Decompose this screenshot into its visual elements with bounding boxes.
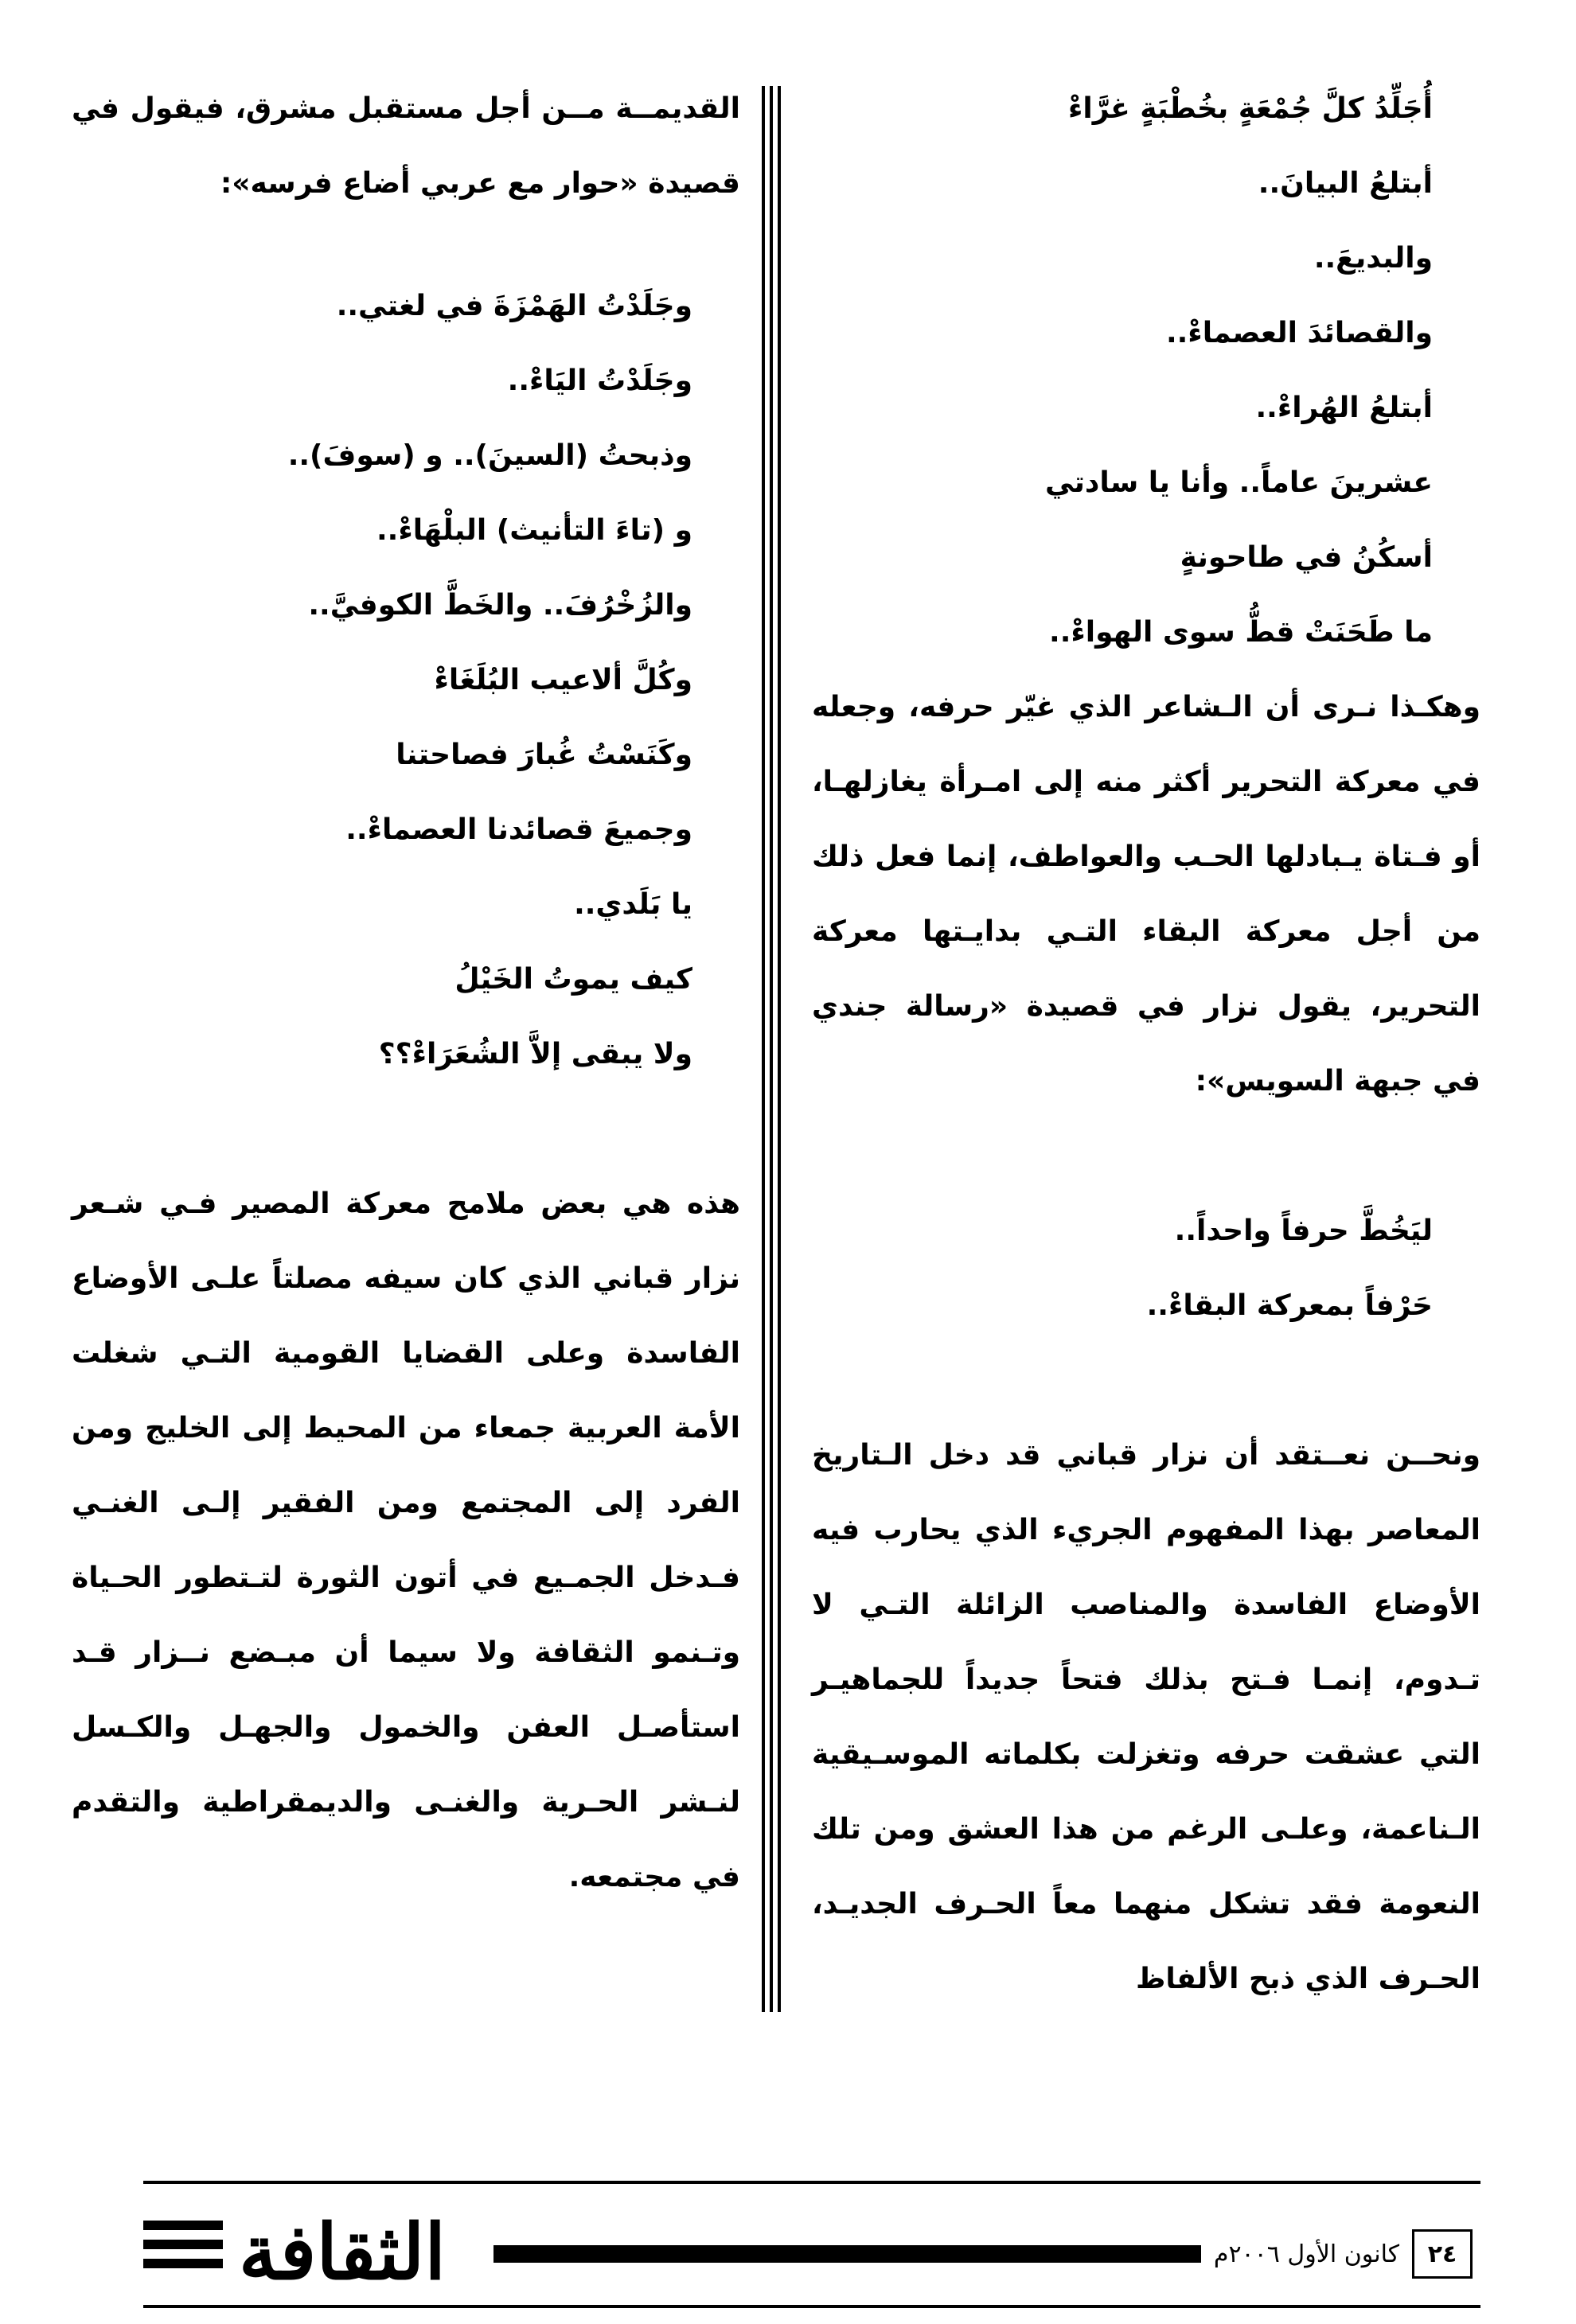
verse-line: ما طَحَنَتْ قطُّ سوى الهواءْ.. [1049, 616, 1433, 649]
column-divider [762, 86, 781, 2012]
verse-line: يا بَلَدي.. [574, 888, 692, 921]
verse-line: وذبحتُ (السينَ).. و (سوفَ).. [287, 439, 692, 472]
verse-line: أبتلعُ الهُراءْ.. [1255, 392, 1433, 424]
verse-line: أسكُنُ في طاحونةٍ [1180, 541, 1433, 574]
logo-text: الثقافة [239, 2207, 447, 2297]
body-paragraph: وهكـذا نـرى أن الـشاعر الذي غيّر حرفه، وجعله في معركة التحرير أكثر منه إلى امـرأة يغازلهـا، أو فـتاة يـبادلها الحـب والعواطف، إنما فعل ذلك من أجل معركة البقاء التـي بدايـتها معركة التحرير، يقول نزار في قصيدة «رسالة جندي في جبهة السويس»: [812, 691, 1480, 1098]
verse-line: والبديعَ.. [1313, 242, 1433, 275]
footer-bottom-rule [143, 2305, 1480, 2308]
verse-line: كيف يموتُ الخَيْلُ [454, 963, 692, 996]
spacer [72, 1092, 740, 1167]
issue-date: كانون الأول ٢٠٠٦م [1213, 2240, 1399, 2268]
verse-line: حَرْفاً بمعركة البقاءْ.. [1146, 1289, 1433, 1322]
verse-line: و (تاءَ التأنيث) البلْهَاءْ.. [376, 514, 692, 547]
poem-excerpt-1 [812, 72, 1480, 670]
logo-bars-icon [143, 2221, 223, 2278]
poem-excerpt-3 [72, 269, 740, 1092]
footer-band [493, 2236, 1473, 2271]
verse-line: وكُلَّ ألاعيب البُلَغَاءْ [434, 664, 692, 696]
spacer [812, 1119, 1480, 1194]
verse-line: وكَنَسْتُ غُبارَ فصاحتنا [396, 739, 692, 771]
page-footer [143, 2205, 1480, 2300]
verse-line: وجَلَدْتُ اليَاءْ.. [507, 365, 692, 397]
spacer [812, 1343, 1480, 1418]
verse-line: عشرينَ عاماً.. وأنا يا سادتي [1044, 466, 1433, 499]
verse-line: وجَلَدْتُ الهَمْزَةَ في لغتي.. [336, 290, 692, 322]
verse-line: ولا يبقى إلاَّ الشُعَرَاءْ؟؟ [378, 1038, 692, 1070]
footer-top-rule [143, 2181, 1480, 2184]
spacer [72, 221, 740, 269]
verse-line: أُجَلِّدُ كلَّ جُمْعَةٍ بخُطْبَةٍ غرَّاءْ [1068, 92, 1433, 125]
verse-line: والقصائدَ العصماءْ.. [1165, 317, 1433, 349]
right-column [812, 72, 1480, 2017]
poem-excerpt-2 [812, 1194, 1480, 1343]
body-paragraph: ونحــن نعــتقد أن نزار قباني قد دخل الـتاريخ المعاصر بهذا المفهوم الجريء الذي يحارب فيه الأوضاع الفاسدة والمناصب الزائلة التـي لا تـدوم، إنمـا فـتح بذلك فتحاً جديداً للجماهيـر التي عشقت حرفه وتغزلت بكلماته الموسـيقية الـناعمة، وعلـى الرغم من هذا العشق ومن تلك النعومة فقد تشكل منهما معاً الحـرف الجديـد، الحـرف الذي ذبح الألفاظ [812, 1439, 1480, 1995]
body-paragraph: هذه هي بعض ملامح معركة المصير فـي شـعر نزار قباني الذي كان سيفه مصلتاً علـى الأوضاع الفاسدة وعلى القضايا القومية التـي شغلت الأمة العربية جمعاء من المحيط إلى الخليج ومن الفرد إلى المجتمع ومن الفقير إلـى الغنـي فـدخل الجمـيع في أتون الثورة لتـتطور الحـياة وتـنمو الثقافة ولا سيما أن مبـضع نــزار قـد استأصـل العفن والخمول والجهـل والكـسل لنـشر الحـرية والغنـى والديمقراطية والتقدم في مجتمعه. [72, 1187, 740, 1893]
left-column [72, 72, 740, 1915]
page-number-box [1412, 2229, 1473, 2279]
verse-line: والزُخْرُفَ.. والخَطَّ الكوفيَّ.. [308, 589, 692, 622]
verse-line: وجميعَ قصائدنا العصماءْ.. [345, 813, 692, 846]
page-number: ٢٤ [1427, 2240, 1457, 2268]
body-paragraph: القديمــة مــن أجل مستقبل مشرق، فيقول في قصيدة «حوار مع عربي أضاع فرسه»: [72, 92, 740, 200]
footer-band-fill [493, 2245, 1201, 2263]
verse-line: ليَخُطَّ حرفاً واحداً.. [1174, 1215, 1433, 1247]
verse-line: أبتلعُ البيانَ.. [1258, 167, 1433, 200]
